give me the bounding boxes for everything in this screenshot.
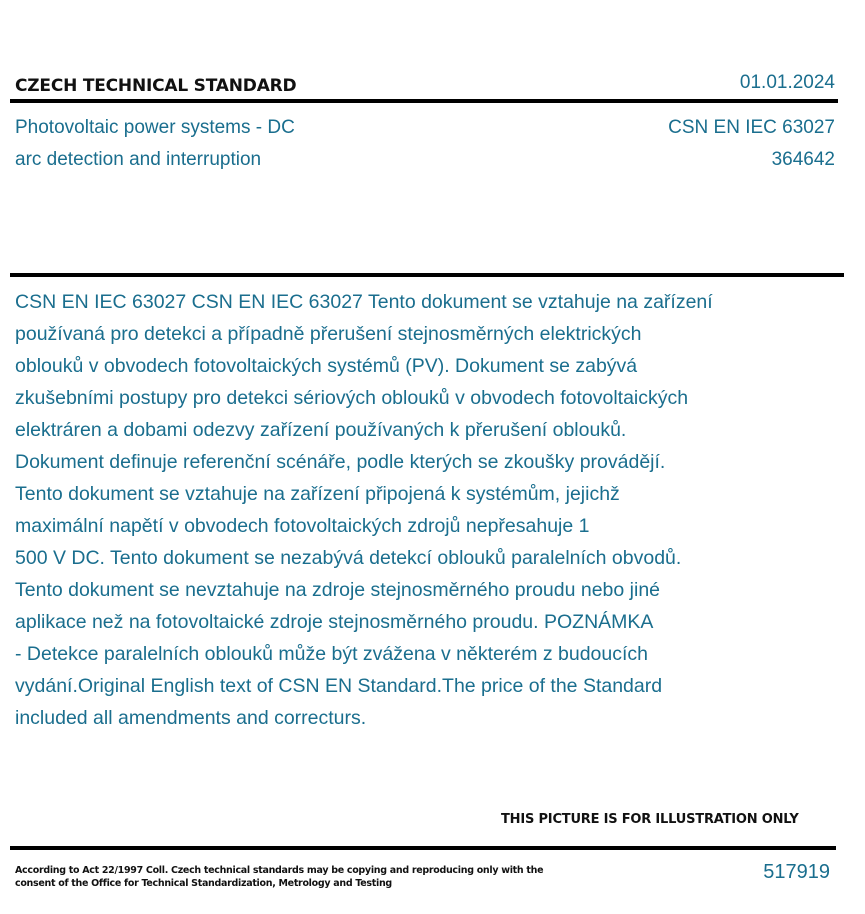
title-line-2: arc detection and interruption: [15, 149, 262, 170]
section-rule: [10, 273, 844, 277]
illustration-notice: THIS PICTURE IS FOR ILLUSTRATION ONLY: [501, 812, 799, 827]
title-line-1: Photovoltaic power systems - DC: [15, 117, 295, 138]
issue-date: 01.01.2024: [739, 72, 835, 93]
header-rule: [10, 99, 838, 103]
abstract-text: CSN EN IEC 63027 CSN EN IEC 63027 Tento dokument se vztahuje na zařízení používaná pro detekci a případně přerušení stejnosměrných elektrických oblouků v obvodech fotovoltaických systémů (PV). Dokument se zabývá zkušebními postupy pro detekci sériových oblouků v obvodech fotovoltaických elektráren a dobami odezvy zařízení používaných k přerušení oblouků. Dokument definuje referenční scénáře, podle kterých se zkoušky provádějí. Tento dokument se vztahuje na zařízení připojená k systémům, jejichž maximální napětí v obvodech fotovoltaických zdrojů nepřesahuje 1 500 V DC. Tento dokument se nezabývá detekcí oblouků paralelních obvodů. Tento dokument se nevztahuje na zdroje stejnosměrného proudu nebo jiné aplikace než na fotovoltaické zdroje stejnosměrného proudu. POZNÁMKA - Detekce paralelních oblouků může být zvážena v některém z budoucích vydání.Original English text of CSN EN Standard.The price of the Standard included all amendments and correcturs.: [15, 291, 713, 729]
standard-code: CSN EN IEC 63027: [668, 117, 835, 138]
copyright-note: According to Act 22/1997 Coll. Czech technical standards may be copying and reproducing only with the consent of the Office for Technical Standardization, Metrology and Testing: [15, 865, 544, 889]
catalog-number: 364642: [771, 149, 835, 170]
document-type-label: CZECH TECHNICAL STANDARD: [15, 76, 297, 96]
footer-rule: [10, 846, 836, 850]
document-id: 517919: [763, 861, 830, 883]
